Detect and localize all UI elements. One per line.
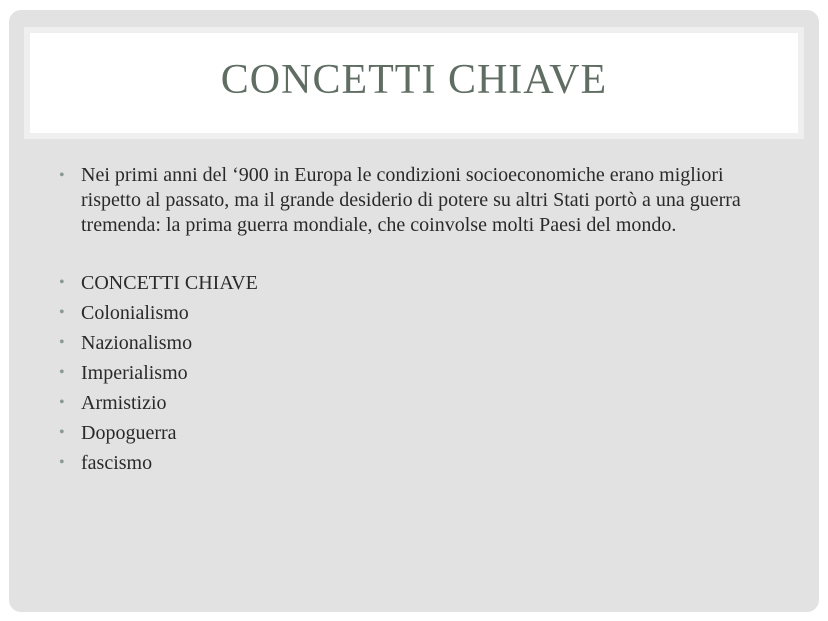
list-item [59,268,779,298]
bullet-icon: • [59,364,65,381]
intro-paragraph-text: Nei primi anni del ‘900 in Europa le condizioni socioeconomiche erano migliori rispetto al passato, ma il grande desiderio di potere su altri Stati portò a una guerra tremenda: la prima guerra mondiale, che coinvolse molti Paesi del mondo. [81,164,741,236]
bullet-icon: • [59,274,65,291]
bullet-icon: • [59,304,65,321]
list-item-label: Armistizio [81,392,167,414]
intro-paragraph [59,163,779,238]
list-item-label: Dopoguerra [81,422,177,444]
list-item-label: Colonialismo [81,302,189,324]
slide [9,10,819,612]
list-item-label: fascismo [81,452,153,474]
list-item-label: Nazionalismo [81,332,193,354]
bullet-icon: • [59,394,65,411]
slide-content [59,163,779,478]
list-item [59,418,779,448]
list-item-label: CONCETTI CHIAVE [81,272,258,294]
list-item [59,328,779,358]
bullet-icon: • [59,167,65,184]
title-band [24,27,804,139]
list-item [59,298,779,328]
slide-title: CONCETTI CHIAVE [220,57,608,103]
list-item-label: Imperialismo [81,362,188,384]
list-item [59,358,779,388]
bullet-icon: • [59,424,65,441]
list-item [59,388,779,418]
list-item [59,448,779,478]
bullet-icon: • [59,454,65,471]
bullet-icon: • [59,334,65,351]
